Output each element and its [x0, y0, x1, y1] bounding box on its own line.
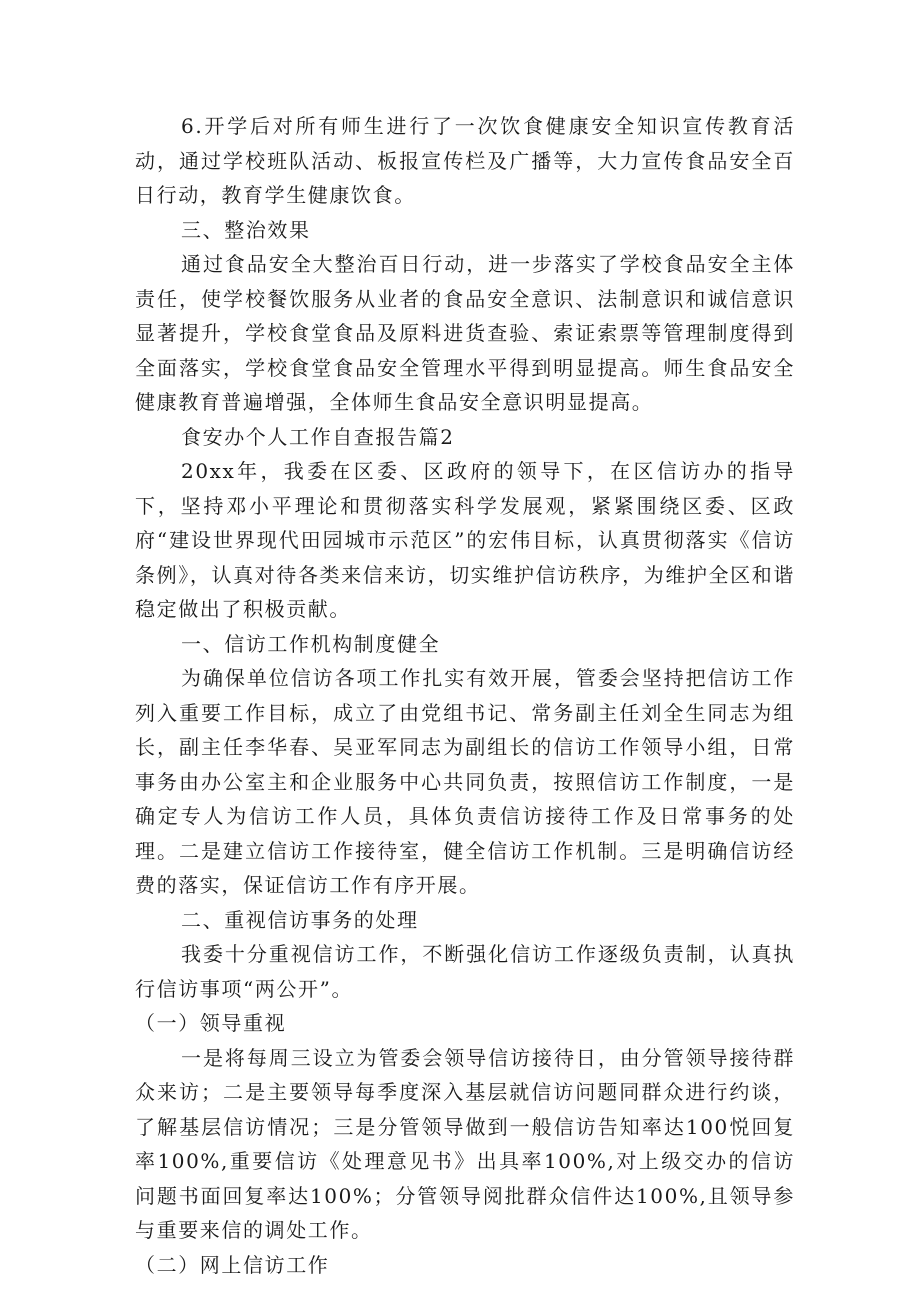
section-heading: 一、信访工作机构制度健全 [181, 631, 441, 656]
sub-heading: （二）网上信访工作 [135, 1252, 330, 1277]
paragraph: 一是将每周三设立为管委会领导信访接待日，由分管领导接待群众来访；二是主要领导每季度深入基层就信访问题同群众进行约谈，了解基层信访情况；三是分管领导做到一般信访告知率达100悦回复率100%,重要信访《处理意见书》出具率100%,对上级交办的信访问题书面回复率达100%；分管领导阅批群众信件达100%,且领导参与重要来信的调处工作。 [135, 1045, 795, 1242]
paragraph: 为确保单位信访各项工作扎实有效开展，管委会坚持把信访工作列入重要工作目标，成立了由党组书记、常务副主任刘全生同志为组长，副主任李华春、吴亚军同志为副组长的信访工作领导小组，日常事务由办公室主和企业服务中心共同负责，按照信访工作制度，一是确定专人为信访工作人员，具体负责信访接待工作及日常事务的处理。二是建立信访工作接待室，健全信访工作机制。三是明确信访经费的落实，保证信访工作有序开展。 [135, 666, 795, 897]
sub-heading: （一）领导重视 [135, 1011, 287, 1035]
paragraph: 20xx年，我委在区委、区政府的领导下，在区信访办的指导下，坚持邓小平理论和贯彻落实科学发展观，紧紧围绕区委、区政府“建设世界现代田园城市示范区”的宏伟目标，认真贯彻落实《信访条例》，认真对待各类来信来访，切实维护信访秩序，为维护全区和谐稳定做出了积极贡献。 [135, 459, 795, 621]
paragraph: 通过食品安全大整治百日行动，进一步落实了学校食品安全主体责任，使学校餐饮服务从业者的食品安全意识、法制意识和诚信意识显著提升，学校食堂食品及原料进货查验、索证索票等管理制度得到全面落实，学校食堂食品安全管理水平得到明显提高。师生食品安全健康教育普遍增强，全体师生食品安全意识明显提高。 [135, 252, 795, 414]
paragraph: 我委十分重视信访工作，不断强化信访工作逐级负责制，认真执行信访事项“两公开”。 [135, 942, 795, 1001]
paragraph: 6.开学后对所有师生进行了一次饮食健康安全知识宣传教育活动，通过学校班队活动、板报宣传栏及广播等，大力宣传食品安全百日行动，教育学生健康饮食。 [135, 114, 795, 207]
section-heading: 二、重视信访事务的处理 [181, 907, 419, 932]
document-body [135, 109, 795, 1282]
section-heading: 三、整治效果 [181, 217, 311, 242]
article-title: 食安办个人工作自查报告篇2 [181, 424, 455, 449]
